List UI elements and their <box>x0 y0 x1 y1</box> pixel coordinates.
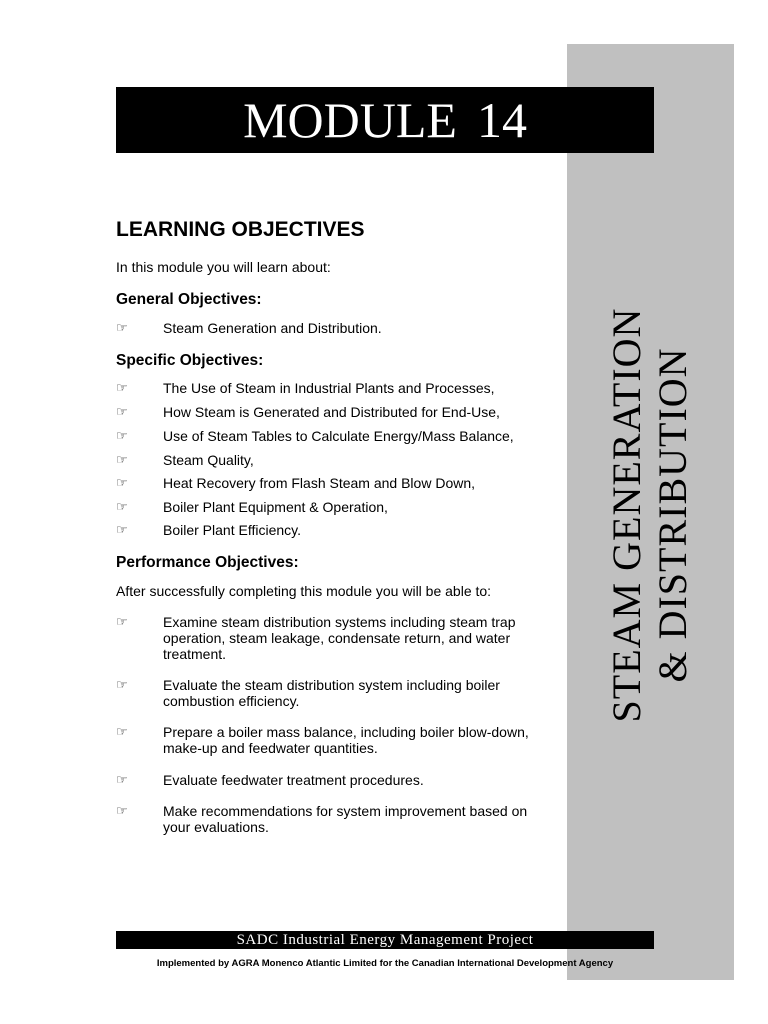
list-item-text: Prepare a boiler mass balance, including boiler blow-down, make-up and feedwater quantities. <box>163 724 529 756</box>
list-item-text: Make recommendations for system improvement based on your evaluations. <box>163 803 528 835</box>
module-word: MODULE <box>243 92 457 148</box>
list-item-text: Heat Recovery from Flash Steam and Blow Down, <box>163 475 476 491</box>
pointing-hand-icon: ☞ <box>116 499 128 514</box>
pointing-hand-icon: ☞ <box>116 475 128 490</box>
list-item-text: How Steam is Generated and Distributed for End-Use, <box>163 404 500 420</box>
page-title: LEARNING OBJECTIVES <box>116 218 365 241</box>
performance-objectives-heading: Performance Objectives: <box>116 554 299 571</box>
general-objectives-heading: General Objectives: <box>116 291 262 308</box>
footer-project-bar: SADC Industrial Energy Management Project <box>116 931 654 949</box>
pointing-hand-icon: ☞ <box>116 428 128 443</box>
list-item-text: Examine steam distribution systems including steam trap operation, steam leakage, condensate return, and water treatment. <box>163 614 516 662</box>
list-item-text: Steam Generation and Distribution. <box>163 320 382 336</box>
pointing-hand-icon: ☞ <box>116 380 128 395</box>
side-title-line2: & DISTRIBUTION <box>650 347 695 683</box>
pointing-hand-icon: ☞ <box>116 320 128 335</box>
list-item-text: Steam Quality, <box>163 452 254 468</box>
list-item-text: The Use of Steam in Industrial Plants and Processes, <box>163 380 495 396</box>
pointing-hand-icon: ☞ <box>116 724 128 739</box>
list-item-text: Use of Steam Tables to Calculate Energy/Mass Balance, <box>163 428 514 444</box>
pointing-hand-icon: ☞ <box>116 614 128 629</box>
specific-objectives-heading: Specific Objectives: <box>116 352 264 369</box>
list-item-text: Evaluate feedwater treatment procedures. <box>163 772 424 788</box>
side-title-line1: STEAM GENERATION <box>604 307 649 723</box>
module-title-bar <box>116 87 654 153</box>
pointing-hand-icon: ☞ <box>116 803 128 818</box>
list-item-text: Boiler Plant Equipment & Operation, <box>163 499 388 515</box>
pointing-hand-icon: ☞ <box>116 522 128 537</box>
pointing-hand-icon: ☞ <box>116 772 128 787</box>
footer-implemented: Implemented by AGRA Monenco Atlantic Limited for the Canadian International Development Agency <box>156 958 614 969</box>
intro-text: In this module you will learn about: <box>116 259 331 275</box>
pointing-hand-icon: ☞ <box>116 677 128 692</box>
list-item-text: Evaluate the steam distribution system including boiler combustion efficiency. <box>163 677 500 709</box>
pointing-hand-icon: ☞ <box>116 452 128 467</box>
module-number: 14 <box>476 92 527 148</box>
list-item-text: Boiler Plant Efficiency. <box>163 522 301 538</box>
performance-intro: After successfully completing this module you will be able to: <box>116 583 492 599</box>
side-title <box>604 308 696 723</box>
pointing-hand-icon: ☞ <box>116 404 128 419</box>
